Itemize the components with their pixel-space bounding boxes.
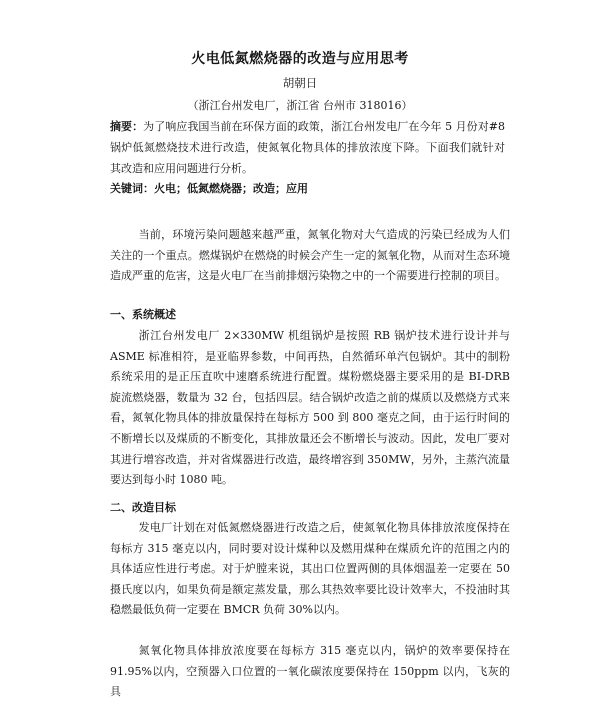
keywords-label: 关键词： bbox=[110, 182, 154, 195]
intro-paragraph: 当前，环境污染问题越来越严重，氮氧化物对大气造成的污染已经成为人们关注的一个重点。燃煤锅炉在燃烧的时候会产生一定的氮氧化物，从而对生态环境造成严重的危害，这是火电厂在当前排烟污染物之中的一个需要进行控制的项目。 bbox=[110, 228, 510, 283]
author-affiliation: （浙江台州发电厂，浙江省 台州市 318016） bbox=[187, 99, 413, 112]
author-name: 胡朝日 bbox=[282, 76, 318, 90]
abstract bbox=[110, 116, 505, 179]
keywords bbox=[110, 180, 505, 196]
section2-paragraph-2: 氮氧化物具体排放浓度要在每标方 315 毫克以内，锅炉的效率要保持在 91.95%以内，空预器入口位置的一氧化碳浓度要保持在 150ppm 以内，飞灰的具 bbox=[110, 644, 510, 699]
abstract-label: 摘要： bbox=[110, 120, 144, 133]
abstract-text: 为了响应我国当前在环保方面的政策，浙江台州发电厂在今年 5 月份对#8 锅炉低氮燃烧技术进行改造，使氮氧化物具体的排放浓度下降。下面我们就针对其改造和应用问题进行分析。 bbox=[110, 120, 505, 175]
section2-heading: 二、改造目标 bbox=[110, 501, 176, 514]
section2-paragraph-1: 发电厂计划在对低氮燃烧器进行改造之后，使氮氧化物具体排放浓度保持在每标方 315 毫克以内，同时要对设计煤种以及燃用煤种在煤质允许的范围之内的具体适应性进行考虑。对于炉膛来说，其出口位置两侧的具体烟温差一定要在 50 摄氏度以内，如果负荷是额定蒸发量，那么其热效率要比设计效率大，不投油时其稳燃最低负荷一定要在 BMCR 负荷 30%以内。 bbox=[110, 521, 510, 617]
section1-paragraph: 浙江台州发电厂 2×330MW 机组锅炉是按照 RB 锅炉技术进行设计并与 ASME 标准相符，是亚临界参数，中间再热，自然循环单汽包锅炉。其中的制粉系统采用的是正压直吹中速磨系统进行配置。煤粉燃烧器主要采用的是 BI-DRB 旋流燃烧器，数量为 32 台，包括四层。结合锅炉改造之前的煤质以及燃烧方式来看，氮氧化物具体的排放量保持在每标方 500 到 800 毫克之间，由于运行时间的不断增长以及煤质的不断变化，其排放量还会不断增长与波动。因此，发电厂要对其进行增容改造，并对省煤器进行改造，最终增容到 350MW，另外，主蒸汽流量要达到每小时 1080 吨。 bbox=[110, 329, 510, 487]
section1-heading: 一、系统概述 bbox=[110, 308, 176, 321]
paper-title: 火电低氮燃烧器的改造与应用思考 bbox=[191, 51, 409, 67]
keywords-text: 火电；低氮燃烧器；改造；应用 bbox=[154, 182, 308, 195]
